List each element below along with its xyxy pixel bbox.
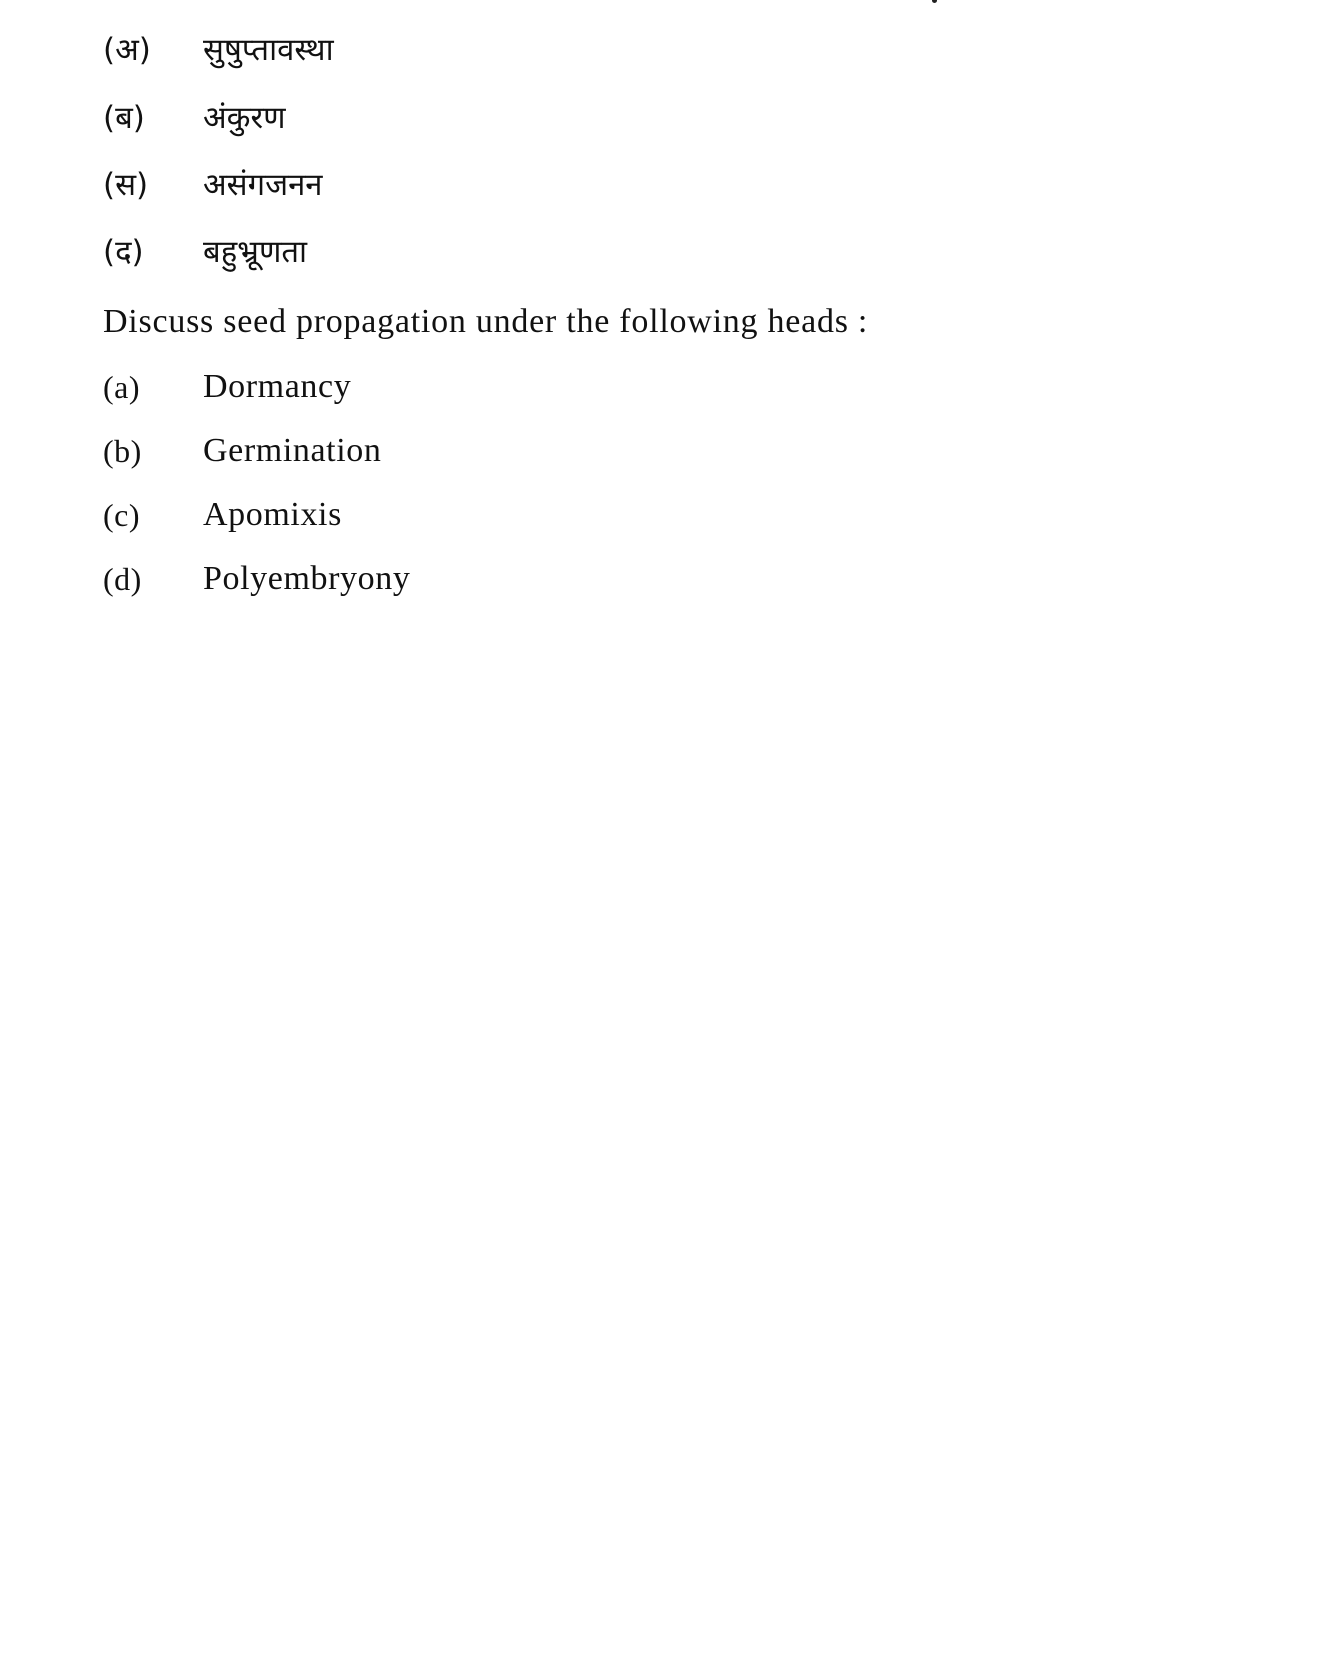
option-text: Dormancy bbox=[203, 368, 352, 405]
option-text: Germination bbox=[203, 432, 382, 469]
option-label: (b) bbox=[103, 433, 142, 469]
option-label: (c) bbox=[103, 497, 141, 533]
option-text: अंकुरण bbox=[203, 100, 286, 136]
question-prompt: Discuss seed propagation under the following heads : bbox=[103, 303, 869, 340]
option-label: (अ) bbox=[103, 32, 151, 68]
option-label: (a) bbox=[103, 369, 141, 405]
cutoff-text-fragment bbox=[932, 0, 937, 3]
option-label: (ब) bbox=[103, 100, 145, 136]
option-text: Apomixis bbox=[203, 496, 342, 533]
option-label: (स) bbox=[103, 167, 149, 203]
option-text: बहुभ्रूणता bbox=[203, 234, 308, 270]
option-label: (d) bbox=[103, 561, 142, 597]
option-text: Polyembryony bbox=[203, 560, 411, 597]
option-text: सुषुप्तावस्था bbox=[203, 32, 334, 68]
option-text: असंगजनन bbox=[203, 167, 323, 203]
option-label: (द) bbox=[103, 234, 144, 270]
